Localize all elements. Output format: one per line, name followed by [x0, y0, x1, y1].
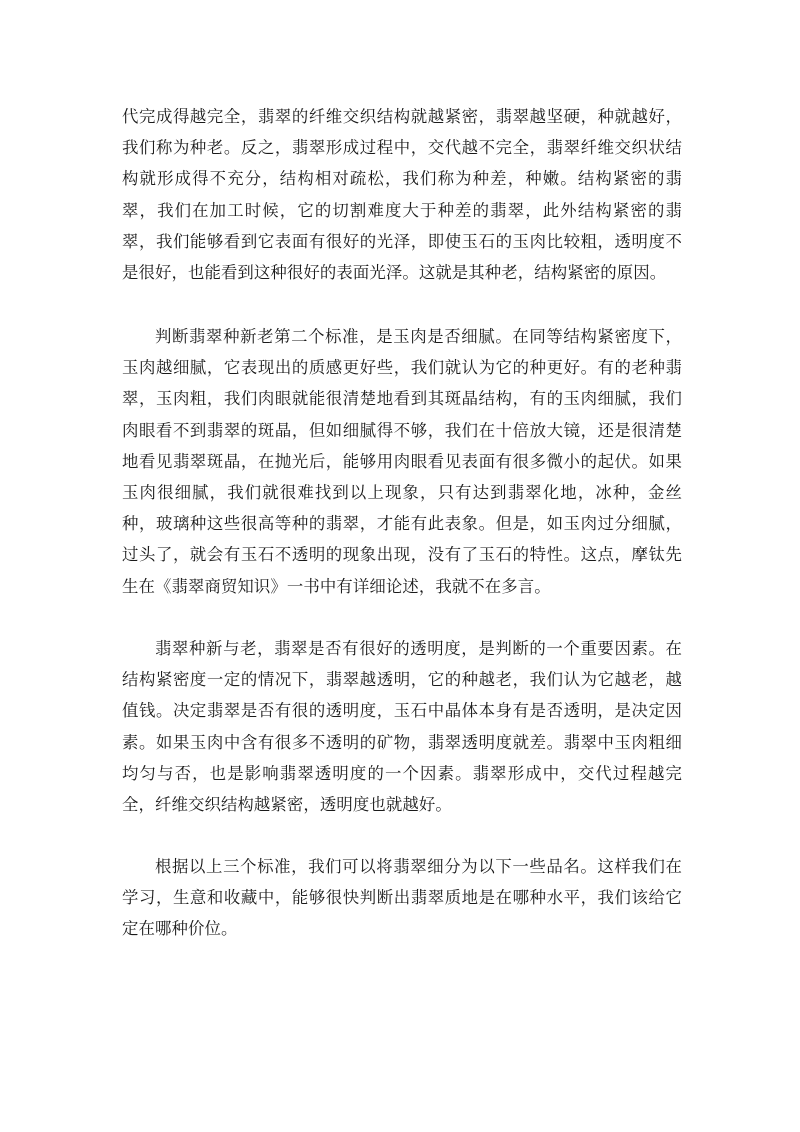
paragraph-1: 代完成得越完全，翡翠的纤维交织结构就越紧密，翡翠越坚硬，种就越好，我们称为种老。反之，翡翠形成过程中，交代越不完全，翡翠纤维交织状结构就形成得不充分，结构相对疏松，我们称为种差，种嫩。结构紧密的翡翠，我们在加工时候，它的切割难度大于种差的翡翠，此外结构紧密的翡翠，我们能够看到它表面有很好的光泽，即使玉石的玉肉比较粗，透明度不是很好，也能看到这种很好的表面光泽。这就是其种老，结构紧密的原因。: [122, 107, 682, 283]
paragraph-3: 翡翠种新与老，翡翠是否有很好的透明度，是判断的一个重要因素。在结构紧密度一定的情况下，翡翠越透明，它的种越老，我们认为它越老，越值钱。决定翡翠是否有很的透明度，玉石中晶体本身有是否透明，是决定因素。如果玉肉中含有很多不透明的矿物，翡翠透明度就差。翡翠中玉肉粗细均匀与否，也是影响翡翠透明度的一个因素。翡翠形成中，交代过程越完全，纤维交织结构越紧密，透明度也就越好。: [122, 639, 682, 815]
paragraph-4: 根据以上三个标准，我们可以将翡翠细分为以下一些品名。这样我们在学习，生意和收藏中，能够很快判断出翡翠质地是在哪种水平，我们该给它定在哪种价位。: [122, 857, 682, 939]
paragraph-2: 判断翡翠种新老第二个标准，是玉肉是否细腻。在同等结构紧密度下，玉肉越细腻，它表现出的质感更好些，我们就认为它的种更好。有的老种翡翠，玉肉粗，我们肉眼就能很清楚地看到其斑晶结构，有的玉肉细腻，我们肉眼看不到翡翠的斑晶，但如细腻得不够，我们在十倍放大镜，还是很清楚地看见翡翠斑晶，在抛光后，能够用肉眼看见表面有很多微小的起伏。如果玉肉很细腻，我们就很难找到以上现象，只有达到翡翠化地，冰种，金丝种，玻璃种这些很高等种的翡翠，才能有此表象。但是，如玉肉过分细腻，过头了，就会有玉石不透明的现象出现，没有了玉石的特性。这点，摩钛先生在《翡翠商贸知识》一书中有详细论述，我就不在多言。: [122, 327, 682, 596]
